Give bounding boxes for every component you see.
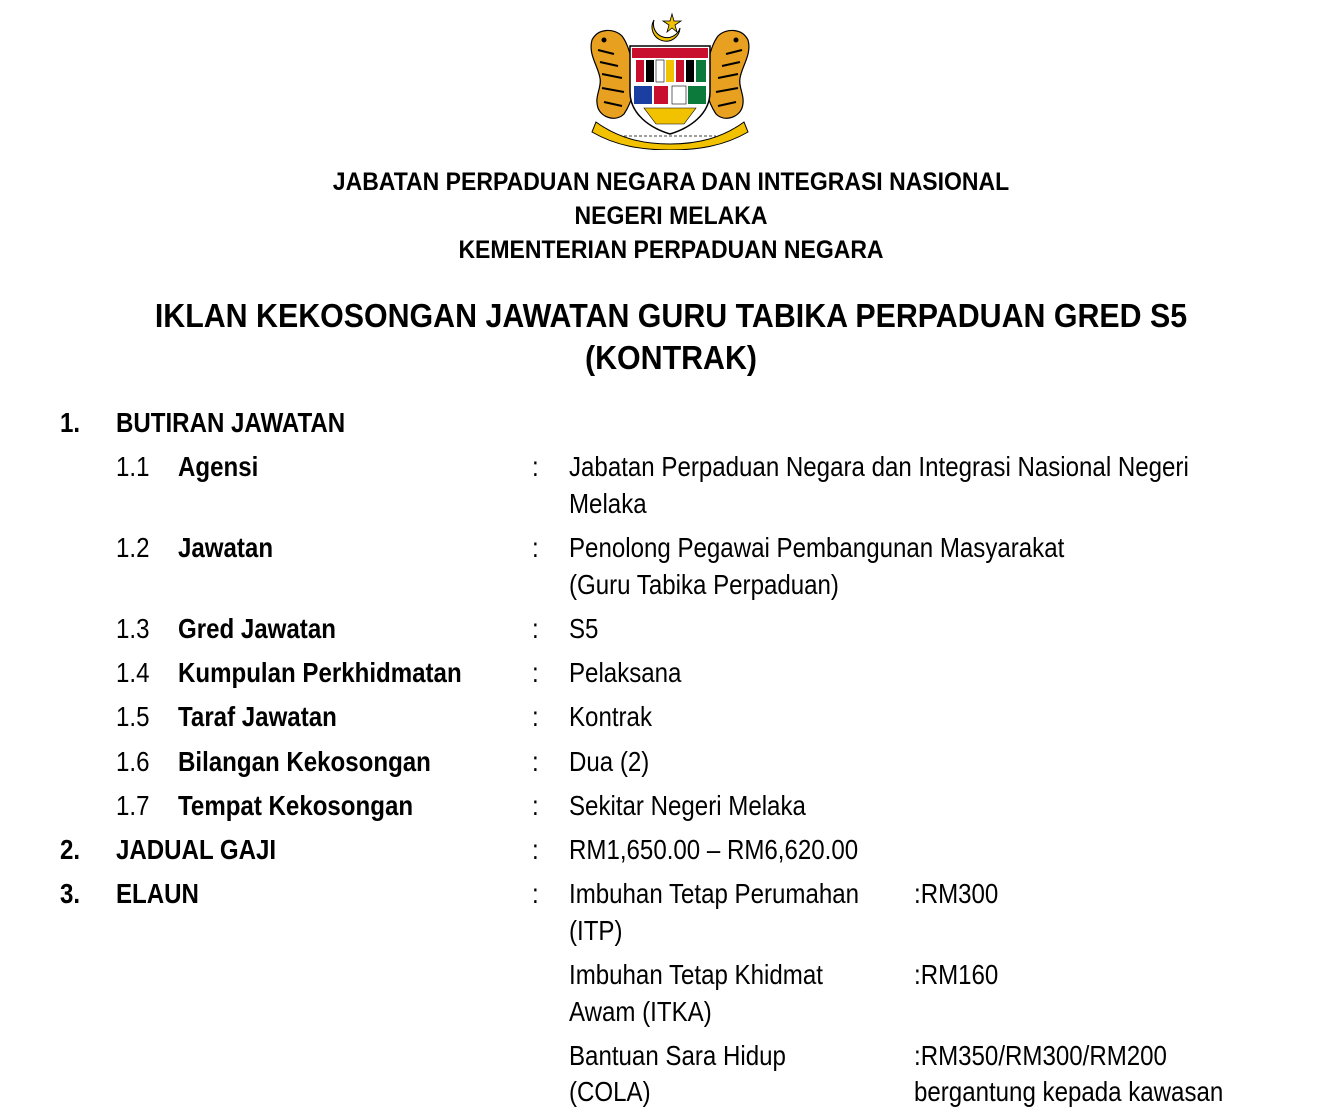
item-number: 1.4 <box>116 657 150 688</box>
colon: : <box>532 451 539 482</box>
section-3-heading: ELAUN <box>116 878 199 909</box>
colon: : <box>532 878 539 909</box>
section-3-number: 3. <box>60 878 81 909</box>
section-2-number: 2. <box>60 834 81 865</box>
item-value-grade: S5 <box>569 613 599 644</box>
malaysia-coat-of-arms-icon <box>584 10 756 150</box>
section-1-heading: BUTIRAN JAWATAN <box>116 407 346 438</box>
section-1-number: 1. <box>60 407 81 438</box>
item-label-service-group: Kumpulan Perkhidmatan <box>178 657 462 688</box>
item-number: 1.5 <box>116 701 150 732</box>
item-label-status: Taraf Jawatan <box>178 701 337 732</box>
item-label-agency: Agensi <box>178 451 259 482</box>
colon: : <box>532 701 539 732</box>
allowance-name: Imbuhan Tetap Perumahan <box>569 878 860 909</box>
item-number: 1.6 <box>116 746 150 777</box>
item-label-vacancies: Bilangan Kekosongan <box>178 746 431 777</box>
allowance-name-cont: (ITP) <box>569 915 623 946</box>
item-value-service-group: Pelaksana <box>569 657 682 688</box>
item-value-position-cont: (Guru Tabika Perpaduan) <box>569 569 839 600</box>
item-label-grade: Gred Jawatan <box>178 613 336 644</box>
allowance-amount: :RM350/RM300/RM200 <box>914 1040 1167 1071</box>
item-number: 1.3 <box>116 613 150 644</box>
colon: : <box>532 746 539 777</box>
section-2-heading: JADUAL GAJI <box>116 834 277 865</box>
item-number: 1.2 <box>116 532 150 563</box>
allowance-name: Bantuan Sara Hidup <box>569 1040 786 1071</box>
colon: : <box>532 790 539 821</box>
allowance-name: Imbuhan Tetap Khidmat <box>569 959 823 990</box>
item-value-agency-cont: Melaka <box>569 488 647 519</box>
allowance-amount: :RM300 <box>914 878 999 909</box>
advertisement-title-contract: (KONTRAK) <box>584 339 758 376</box>
salary-range: RM1,650.00 – RM6,620.00 <box>569 834 859 865</box>
item-label-location: Tempat Kekosongan <box>178 790 414 821</box>
colon: : <box>532 657 539 688</box>
colon: : <box>532 613 539 644</box>
item-value-status: Kontrak <box>569 701 652 732</box>
item-value-vacancies: Dua (2) <box>569 746 650 777</box>
state-name: NEGERI MELAKA <box>574 202 768 230</box>
item-value-agency: Jabatan Perpaduan Negara dan Integrasi Nasional Negeri <box>569 451 1189 482</box>
advertisement-title: IKLAN KEKOSONGAN JAWATAN GURU TABIKA PERPADUAN GRED S5 <box>154 297 1188 334</box>
allowance-name-cont: (COLA) <box>569 1076 651 1107</box>
item-label-position: Jawatan <box>178 532 274 563</box>
department-name: JABATAN PERPADUAN NEGARA DAN INTEGRASI NASIONAL <box>332 168 1010 196</box>
allowance-name-cont: Awam (ITKA) <box>569 996 712 1027</box>
item-number: 1.1 <box>116 451 150 482</box>
colon: : <box>532 532 539 563</box>
item-number: 1.7 <box>116 790 150 821</box>
item-value-location: Sekitar Negeri Melaka <box>569 790 806 821</box>
allowance-amount: :RM160 <box>914 959 999 990</box>
allowance-amount-note: bergantung kepada kawasan <box>914 1076 1224 1107</box>
ministry-name: KEMENTERIAN PERPADUAN NEGARA <box>458 236 884 264</box>
item-value-position: Penolong Pegawai Pembangunan Masyarakat <box>569 532 1065 563</box>
colon: : <box>532 834 539 865</box>
